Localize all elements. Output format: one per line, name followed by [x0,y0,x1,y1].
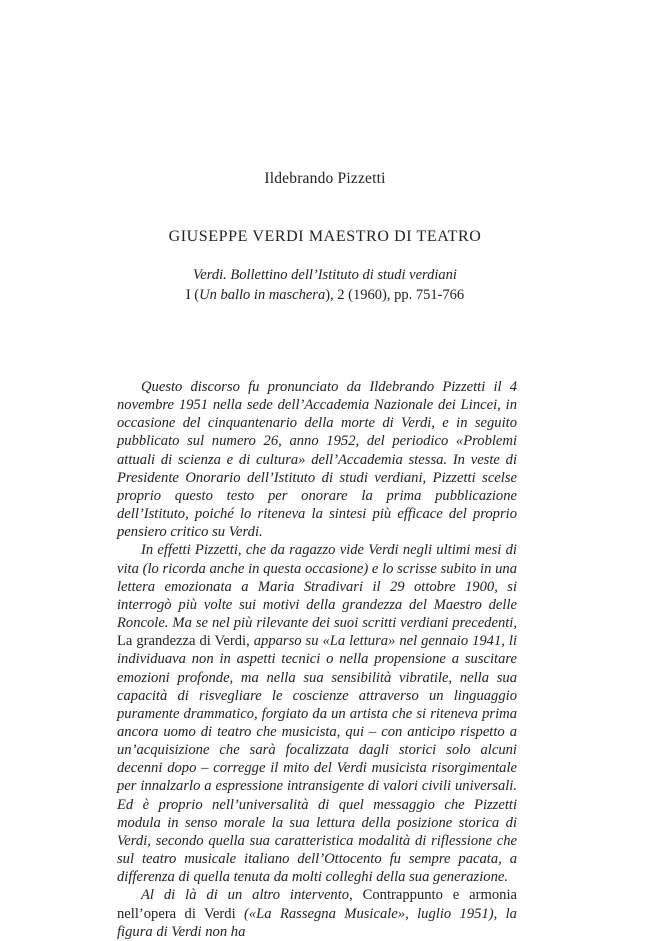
paragraph-text: In effetti Pizzetti, che da ragazzo vide Verdi negli ultimi mesi di vita (lo ricorda anche in questa occasione) e lo scrisse subito in una lettera emozionata a Maria Stradivari il 29 ottobre 1900, si interrogò più volte sui motivi della grandezza del Maestro delle Roncole. Ma se nel più rilevante dei suoi scritti verdiani precedenti, [117,542,517,632]
citation-pages: ), 2 (1960), pp. 751-766 [325,287,465,303]
citation-volume-prefix: I ( [185,287,200,303]
article-title: GIUSEPPE VERDI MAESTRO DI TEATRO [168,228,482,245]
paragraph-text: («La Rassegna Musicale», luglio 1951), la figura di Verdi non ha [117,905,517,940]
author-name: Ildebrando Pizzetti [264,170,386,187]
paragraph-text: Questo discorso fu pronunciato da Ildebrando Pizzetti il 4 novembre 1951 nella sede dell’Accademia Nazionale dei Lincei, in occasione del cinquantenario della morte di Verdi, e in seguito pubblicato sul numero 26, anno 1952, del periodico «Problemi attuali di scienza e di cultura» dell’Accademia stessa. In veste di Presidente Onorario dell’Istituto di studi verdiani, Pizzetti scelse proprio questo testo per onorare la prima pubblicazione dell’Istituto, poiché lo riteneva la sintesi più efficace del proprio pensiero critico su Verdi. [117,379,517,541]
body-paragraph [117,378,517,541]
cited-title: La grandezza di Verdi, [117,633,250,650]
body-paragraph [117,886,517,940]
body-paragraph [117,541,517,886]
paragraph-text: Al di là di un altro intervento, [141,887,363,904]
paragraph-text: apparso su «La lettura» nel gennaio 1941, li individuava non in aspetti tecnici o nella propensione a suscitare emozioni profonde, ma nella sua sensibilità vibratile, nella sua capacità di risvegliare le coscienze attraverso un linguaggio puramente drammatico, forgiato da un artista che si riteneva prima ancora uomo di teatro che musicista, qui – con anticipo rispetto a un’acquisizione che sarà focalizzata dagli storici solo alcuni decenni dopo – corregge il mito del Verdi musicista risorgimentale per innalzarlo a espressione intransigente di valori civili universali. Ed è proprio nell’universalità di quel messaggio che Pizzetti modula in senso morale la sua lettura della posizione storica di Verdi, secondo quella sua caratteristica modalità di riflessione che sul teatro musicale italiano dell’Ottocento fu sempre pacata, a differenza di quella tenuta da molti colleghi della sua generazione. [117,633,517,886]
citation-opera-title: Un ballo in maschera [199,287,326,303]
body-text [117,378,517,941]
citation-volume [0,285,650,305]
cited-title: Contrappunto e armonia nell’opera di Verdi [117,887,517,922]
source-citation [0,265,650,305]
citation-journal: Verdi. Bollettino dell’Istituto di studi verdiani [193,267,457,283]
